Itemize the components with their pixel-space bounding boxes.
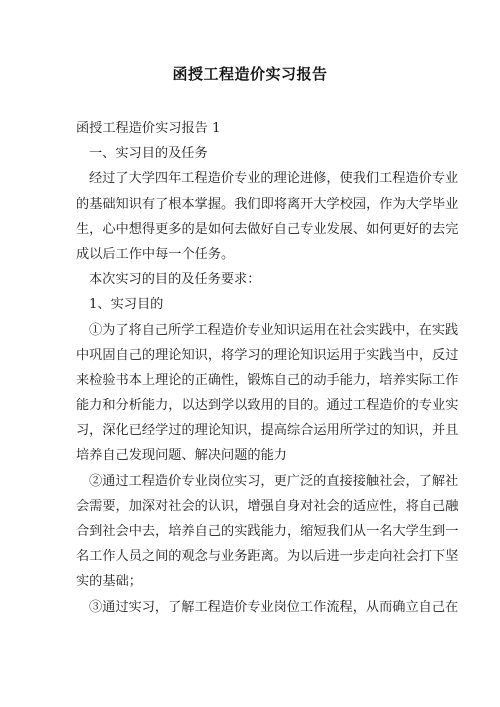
report-subtitle: 函授工程造价实习报告 1 bbox=[76, 121, 221, 136]
paragraph-line: 习，深化已经学过的理论知识，提高综合运用所学过的知识，并且 bbox=[76, 423, 459, 439]
subsection-heading: 1、实习目的 bbox=[89, 297, 164, 313]
paragraph-line: ③通过实习，了解工程造价专业岗位工作流程，从而确立自己在 bbox=[89, 599, 459, 615]
paragraph-line: ①为了将自己所学工程造价专业知识运用在社会实践中，在实践 bbox=[89, 322, 459, 338]
document-title: 函授工程造价实习报告 bbox=[172, 65, 328, 83]
paragraph-line: ②通过工程造价专业岗位实习，更广泛的直接接触社会，了解社 bbox=[89, 473, 459, 489]
paragraph-line: 名工作人员之间的观念与业务距离。为以后进一步走向社会打下坚 bbox=[76, 549, 459, 565]
paragraph-line: 合到社会中去，培养自己的实践能力，缩短我们从一名大学生到一 bbox=[76, 524, 459, 539]
document-body bbox=[76, 116, 459, 620]
paragraph-line: 本次实习的目的及任务要求： bbox=[89, 272, 261, 288]
paragraph-line: 的基础知识有了根本掌握。我们即将离开大学校园，作为大学毕业 bbox=[76, 196, 459, 212]
paragraph-line: 成以后工作中每一个任务。 bbox=[76, 246, 235, 262]
paragraph-line: 生，心中想得更多的是如何去做好自己专业发展、如何更好的去完 bbox=[76, 221, 459, 237]
paragraph-line: 中巩固自己的理论知识，将学习的理论知识运用于实践当中，反过 bbox=[76, 347, 459, 363]
paragraph-line: 会需要，加深对社会的认识，增强自身对社会的适应性，将自己融 bbox=[76, 498, 459, 514]
paragraph-line: 培养自己发现问题、解决问题的能力 bbox=[76, 448, 287, 464]
paragraph-line: 来检验书本上理论的正确性，锻炼自己的动手能力，培养实际工作 bbox=[76, 372, 459, 388]
paragraph-line: 经过了大学四年工程造价专业的理论进修，使我们工程造价专业 bbox=[89, 171, 459, 187]
paragraph-line: 实的基础； bbox=[76, 574, 142, 590]
paragraph-line: 能力和分析能力，以达到学以致用的目的。通过工程造价的专业实 bbox=[76, 398, 459, 414]
section-heading: 一、实习目的及任务 bbox=[89, 146, 208, 162]
